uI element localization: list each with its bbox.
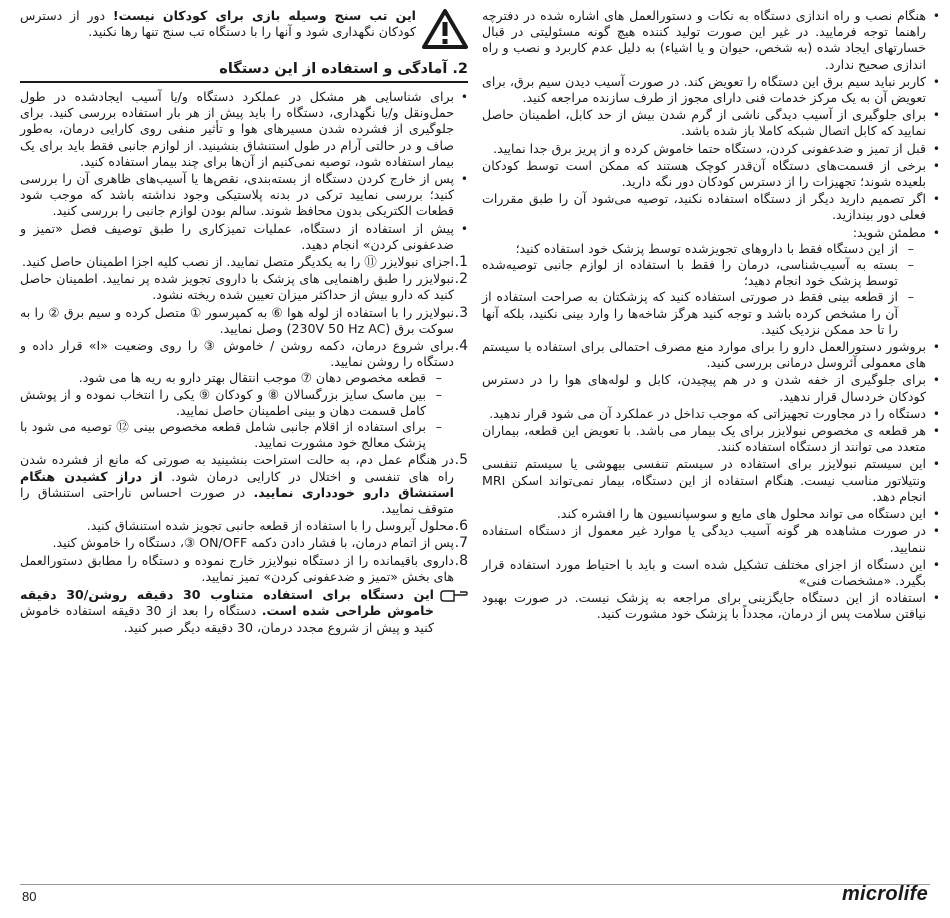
page-number: 80 [22, 889, 37, 904]
ensure-label: مطمئن شوید: [852, 224, 926, 240]
sub-item: – قطعه مخصوص دهان ⑦ موجب انتقال بهتر دارو به ریه ها می شود. [20, 370, 454, 386]
step-text: نبولایزر را با استفاده از لوله هوا ⑥ به کمپرسور ① متصل کرده و سیم برق ② را به سوکت برق (230V 50 Hz AC) وصل نمایید. [20, 304, 454, 336]
section-heading [20, 60, 468, 83]
list-item: • برای جلوگیری از خفه شدن و در هم پیچیدن، کابل و لوله‌های هوا را در دسترس کودکان خردسال قرار ندهید. [482, 372, 940, 404]
list-item: • این دستگاه می تواند محلول های مایع و سوسپانسیون ها را افشره کند. [482, 506, 940, 522]
list-item: • این سیستم نبولایزر برای استفاده در سیستم تنفسی بیهوشی یا سیستم تنفسی ونتیلاتور مناسب نیست. هنگام استفاده از این دستگاه، بیمار نمی‌تواند اسکن MRI انجام دهد. [482, 456, 940, 505]
footer-divider [20, 884, 930, 885]
step-bold-text: از دراز کشیدن هنگام استنشاق دارو خودداری نمایید. [20, 468, 455, 500]
note-bold: این دستگاه برای استفاده متناوب 30 دقیقه روشن/30 دقیقه خاموش طراحی شده است. [20, 587, 434, 619]
step-text: برای شروع درمان، دکمه روشن / خاموش ③ را روی وضعیت «I» قرار داده و دستگاه را روشن نمایید. [20, 338, 454, 370]
list-item: • استفاده از این دستگاه جایگزینی برای مراجعه به پزشک نیست. در صورت بهبود نیافتن سلامت پس از درمان، مجدداً با پزشک خود مشورت کنید. [482, 590, 940, 622]
steps-list [20, 254, 468, 585]
note-text: دستگاه را بعد از 30 دقیقه استفاده خاموش کنید و پیش از شروع مجدد درمان، 30 دقیقه دیگر صبر کنید. [20, 603, 434, 635]
step-number: 4. [454, 338, 468, 355]
step-number: 2. [454, 271, 468, 288]
sub-item: – بین ماسک سایز بزرگسالان ⑧ و کودکان ⑨ یکی را انتخاب نموده و از پوشش کامل قسمت دهان و بینی اطمینان حاصل نمایید. [20, 387, 454, 419]
sub-item: – از قطعه بینی فقط در صورتی استفاده کنید که پزشکتان به صراحت استفاده از آن را مشخص کرده باشد و توجه کنید هرگز شاخه‌ها را وارد بینی نکنید، بلکه آنها را تا حد ممکن نزدیک کنید. [482, 289, 926, 338]
warning-bold: این تب سنج وسیله بازی برای کودکان نیست! [112, 8, 416, 23]
step-item [20, 271, 468, 303]
step-text: در هنگام عمل دم، به حالت استراحت بنشینید به صورتی که مانع از فشرده شدن راه های تنفسی و اختلال در کارایی درمان شود. [20, 452, 454, 484]
list-item: • قبل از تمیز و ضدعفونی کردن، دستگاه حتما خاموش کرده و از پریز برق جدا نمایید. [482, 141, 940, 157]
step-number: 5. [454, 452, 468, 469]
list-item: • این دستگاه از اجزای مختلف تشکیل شده است و باید با احتیاط مورد استفاده قرار بگیرد. «مشخصات فنی» [482, 557, 940, 589]
step4-sublist [20, 370, 454, 451]
list-item: • هر قطعه ی مخصوص نبولایزر برای یک بیمار می باشد. با تعویض این قطعه، بیماران متعدد می توانند از دستگاه استفاده کنند. [482, 423, 940, 455]
step-number: 7. [454, 535, 468, 552]
brand-logo: microlife [841, 883, 928, 905]
step-item [20, 305, 468, 337]
step-text: پس از اتمام درمان، با فشار دادن دکمه ON/OFF ③، دستگاه را خاموش کنید. [52, 535, 454, 551]
list-item [482, 225, 940, 338]
step-number: 3. [454, 304, 468, 321]
sub-item: – از این دستگاه فقط با داروهای تجویزشده توسط پزشک خود استفاده کنید؛ [482, 241, 926, 257]
step-text: محلول آیروسل را با استفاده از قطعه جانبی تجویز شده استنشاق کنید. [86, 518, 454, 534]
list-item: • در صورت مشاهده هر گونه آسیب دیدگی یا موارد غیر معمول از دستگاه استفاده ننمایید. [482, 523, 940, 555]
list-item: • برای جلوگیری از آسیب دیدگی ناشی از گرم شدن بیش از حد کابل، اطمینان حاصل نمایید که کابل اتصال شبکه کاملا باز شده باشد. [482, 107, 940, 139]
warning-block [20, 8, 468, 52]
step-item [20, 553, 468, 585]
step-number: 8. [454, 552, 468, 569]
list-item: • پیش از استفاده از دستگاه، عملیات تمیزکاری را طبق توصیف فصل «تمیز و ضدعفونی کردن» انجام دهید. [20, 221, 468, 253]
list-item: • برای شناسایی هر مشکل در عملکرد دستگاه و/یا آسیب ایجادشده در طول حمل‌ونقل و/یا نگهداری، دستگاه را باید پیش از هر بار استفاده بررسی کنید. برای جلوگیری از فشرده شدن مسیرهای هوا و تأثیر منفی روی کارایی درمان، به‌طور صاف و در حالتی آرام در طول استنشاق بنشینید. از لوازم جانبی فقط باید برای یک بیمار استفاده شود، توصیه نمی‌کنیم از آن‌ها برای چند بیمار استفاده کنید. [20, 89, 468, 170]
step-item [20, 452, 468, 517]
step-text: داروی باقیمانده را از دستگاه نبولایزر خارج نموده و دستگاه را مطابق دستورالعمل های بخش «تمیز و ضدعفونی کردن» تمیز نمایید. [20, 552, 454, 584]
list-item: • دستگاه را در مجاورت تجهیزاتی که موجب تداخل در عملکرد آن می شود قرار ندهید. [482, 406, 940, 422]
list-item: • پس از خارج کردن دستگاه از بسته‌بندی، نقص‌ها یا آسیب‌های ظاهری آن را بررسی کنید؛ بررسی نمایید ترکی در بدنه پلاستیکی وجود نداشته باشد که موجب شود قطعات الکتریکی بدون محافظ شوند. سالم بودن لوازم جانبی را بررسی کنید. [20, 171, 468, 220]
list-item: • اگر تصمیم دارید دیگر از دستگاه استفاده نکنید، توصیه می‌شود آن را طبق مقررات فعلی دور بیندازید. [482, 191, 940, 223]
pointing-hand-icon [440, 587, 468, 603]
section-title: آمادگی و استفاده از این دستگاه [219, 61, 448, 77]
warning-triangle-icon [422, 8, 468, 50]
left-column [20, 8, 468, 636]
section-number: 2. [452, 61, 468, 77]
step-item [20, 254, 468, 270]
list-item: • برخی از قسمت‌های دستگاه آن‌قدر کوچک هستند که ممکن است توسط کودکان بلعیده شوند؛ تجهیزات را از دسترس کودکان دور نگه دارید. [482, 158, 940, 190]
step-number: 1. [454, 254, 468, 271]
preparation-list [20, 89, 468, 253]
ensure-sublist [482, 241, 926, 338]
step-item [20, 535, 468, 551]
right-column [482, 8, 940, 624]
list-item: • هنگام نصب و راه اندازی دستگاه به نکات و دستورالعمل های اشاره شده در دفترچه راهنما توجه فرمایید. در غیر این صورت تولید کننده هیچ گونه مسئولیتی در قبال خسارتهای ایجاد شده (به شخص، حیوان و یا اشیاء) به دلیل عدم کاربرد و نصب و راه اندازی صحیح ندارد. [482, 8, 940, 73]
step-number: 6. [454, 518, 468, 535]
sub-item: – برای استفاده از اقلام جانبی شامل قطعه مخصوص بینی ⑫ توصیه می شود با پزشک معالج خود مشورت نمایید. [20, 419, 454, 451]
list-item: • کاربر نباید سیم برق این دستگاه را تعویض کند. در صورت آسیب دیدن سیم برق، برای تعویض آن به یک مرکز خدمات فنی دارای مجوز از طرف سازنده مراجعه کنید. [482, 74, 940, 106]
step-item [20, 338, 468, 451]
safety-list [482, 8, 940, 623]
step-text: اجزای نبولایزر ⑪ را به یکدیگر متصل نمایید. از نصب کلیه اجزا اطمینان حاصل کنید. [22, 254, 454, 270]
step-item [20, 518, 468, 534]
step-text: نبولایزر را طبق راهنمایی های پزشک با داروی تجویز شده پر نمایید. اطمینان حاصل کنید که دارو بیش از حداکثر میزان تعیین شده ریخته نشود. [20, 271, 454, 303]
sub-item: – بسته به آسیب‌شناسی، درمان را فقط با استفاده از لوازم جانبی توصیه‌شده توسط پزشک خود انجام دهید؛ [482, 257, 926, 289]
usage-note [20, 587, 468, 636]
warning-text: دور از دسترس کودکان نگهداری شود و آنها را با دستگاه تب سنج تنها رها نکنید. [20, 8, 416, 40]
list-item: • بروشور دستورالعمل دارو را برای موارد منع مصرف احتمالی برای استفاده با سیستم های معمولی آئروسل درمانی بررسی کنید. [482, 339, 940, 371]
step-text: در صورت احساس ناراحتی استنشاق را متوقف نمایید. [20, 484, 454, 517]
